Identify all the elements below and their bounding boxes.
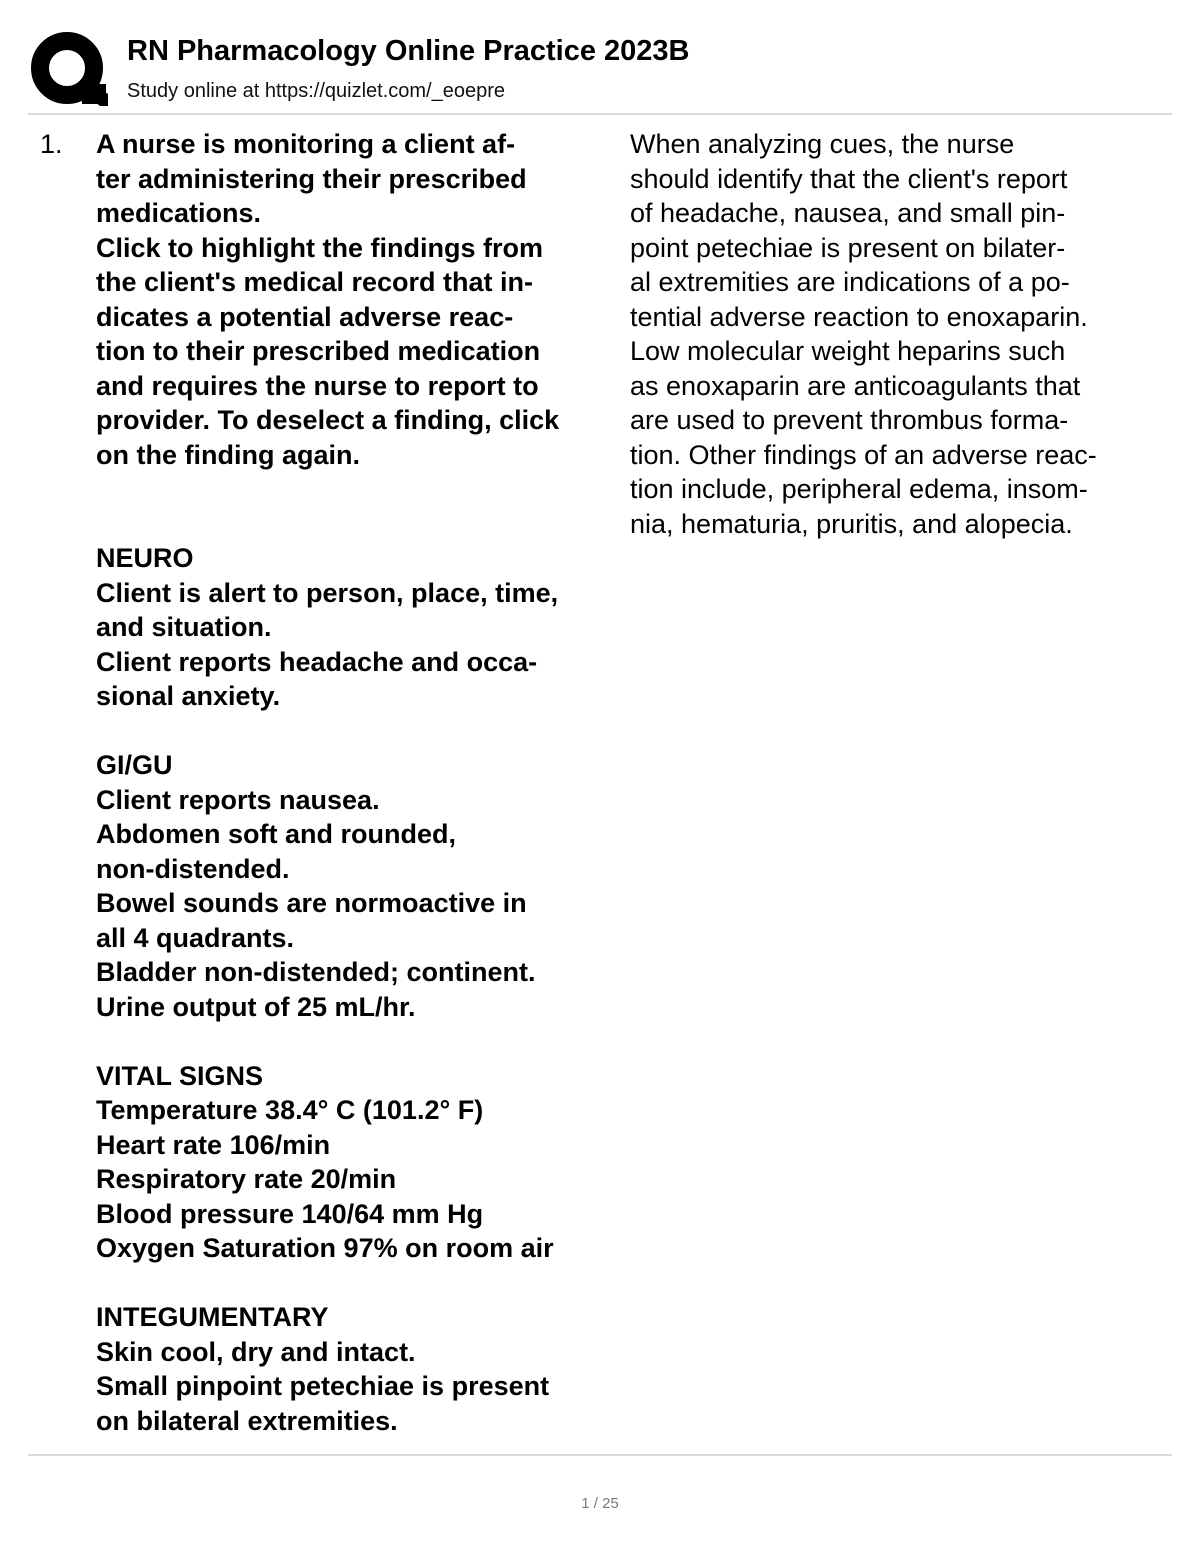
answer-line: of headache, nausea, and small pin- (630, 198, 1066, 228)
blank-line (96, 1024, 626, 1059)
question-line: the client's medical record that in- (96, 267, 534, 297)
question-line: Bowel sounds are normoactive in (96, 888, 527, 918)
question-line: Temperature 38.4° C (101.2° F) (96, 1095, 484, 1125)
answer-line: al extremities are indications of a po- (630, 267, 1070, 297)
answer-line: as enoxaparin are anticoagulants that (630, 370, 1081, 401)
answer-text (630, 127, 1190, 541)
question-line: all 4 quadrants. (96, 922, 295, 953)
question-line: Click to highlight the findings from (96, 232, 543, 263)
question-line: Client reports nausea. (96, 784, 380, 815)
answer-line: tential adverse reaction to enoxaparin. (630, 301, 1088, 332)
question-line: Client reports headache and occa- (96, 646, 538, 677)
answer-line: Low molecular weight heparins such (630, 336, 1066, 366)
document-source-url: Study online at https://quizlet.com/_eoepre (127, 80, 506, 102)
page-number: 1 / 25 (581, 1495, 619, 1512)
card-number: 1. (40, 129, 63, 159)
question-line: dicates a potential adverse reac- (96, 301, 514, 332)
question-line: INTEGUMENTARY (96, 1302, 329, 1332)
question-line: NEURO (96, 543, 194, 573)
question-line: Oxygen Saturation 97% on room air (96, 1233, 554, 1263)
question-line: provider. To deselect a finding, click (96, 405, 560, 435)
question-line: Urine output of 25 mL/hr. (96, 991, 416, 1022)
question-line: ter administering their prescribed (96, 163, 527, 194)
question-line: non-distended. (96, 853, 290, 884)
document-header (0, 0, 1200, 112)
question-line: Small pinpoint petechiae is present (96, 1371, 550, 1401)
header-divider (28, 113, 1172, 115)
document-title: RN Pharmacology Online Practice 2023B (127, 35, 690, 67)
question-line: on bilateral extremities. (96, 1405, 398, 1436)
question-line: Blood pressure 140/64 mm Hg (96, 1198, 484, 1229)
question-line: Bladder non-distended; continent. (96, 957, 536, 987)
footer-divider (28, 1454, 1172, 1456)
blank-line (96, 1266, 626, 1301)
question-text (96, 127, 626, 1438)
question-line: Abdomen soft and rounded, (96, 819, 456, 849)
answer-line: tion include, peripheral edema, insom- (630, 474, 1088, 504)
answer-line: nia, hematuria, pruritis, and alopecia. (630, 508, 1073, 539)
question-line: and situation. (96, 612, 272, 642)
question-line: Respiratory rate 20/min (96, 1164, 397, 1194)
question-line: GI/GU (96, 750, 173, 780)
quizlet-q-logo-icon (30, 32, 108, 106)
question-line: medications. (96, 198, 262, 228)
blank-line (96, 714, 626, 749)
question-line: Client is alert to person, place, time, (96, 577, 559, 608)
question-line: Skin cool, dry and intact. (96, 1336, 416, 1367)
blank-line (96, 507, 626, 542)
question-line: on the finding again. (96, 439, 360, 470)
answer-line: tion. Other findings of an adverse reac- (630, 439, 1097, 470)
question-line: A nurse is monitoring a client af- (96, 129, 516, 159)
answer-line: point petechiae is present on bilater- (630, 232, 1066, 263)
question-line: and requires the nurse to report to (96, 370, 539, 401)
answer-line: When analyzing cues, the nurse (630, 129, 1015, 159)
answer-line: should identify that the client's report (630, 163, 1068, 194)
blank-line (96, 472, 626, 507)
question-line: Heart rate 106/min (96, 1129, 331, 1160)
question-line: sional anxiety. (96, 681, 281, 711)
question-line: VITAL SIGNS (96, 1060, 264, 1091)
question-line: tion to their prescribed medication (96, 336, 541, 366)
answer-line: are used to prevent thrombus forma- (630, 405, 1069, 435)
